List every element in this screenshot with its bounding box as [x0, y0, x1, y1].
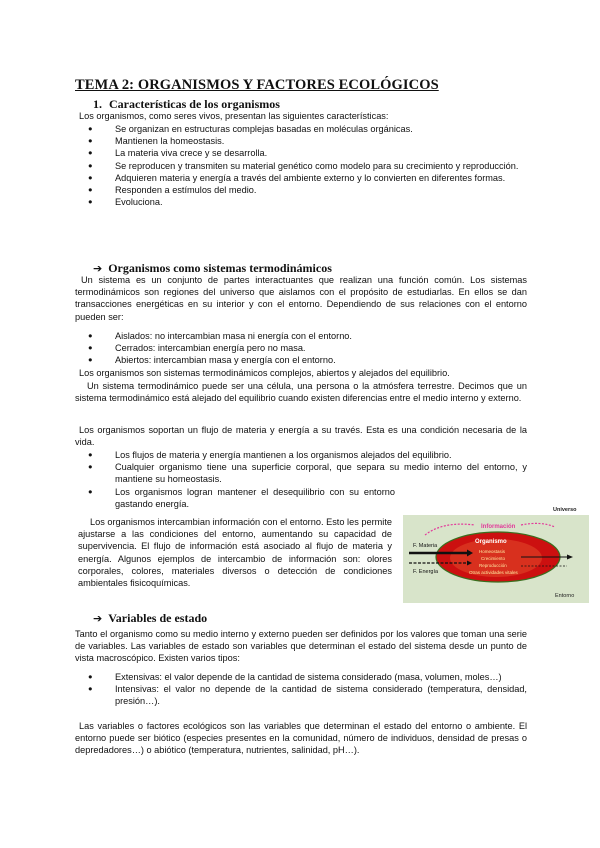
universo-label: Universo	[553, 507, 577, 513]
entorno-label: Entorno	[555, 593, 575, 599]
list-item: ● La materia viva crece y se desarrolla.	[88, 147, 527, 159]
state-variables-paragraph: Tanto el organismo como su medio interno y externo pueden ser definidos por los valores que toman una serie de variables. Las variables de estado son variables que determinan el estado del sistema desde un punto de vista macroscópico. Existen varios tipos:	[75, 629, 527, 664]
list-item: ● Evoluciona.	[88, 196, 527, 208]
organism-system-diagram	[403, 505, 589, 603]
reproduccion-label: Reproducción	[479, 563, 507, 568]
list-item: ● Los flujos de materia y energía mantienen a los organismos alejados del equilibrio.	[88, 449, 527, 461]
ecological-factors-paragraph: Las variables o factores ecológicos son las variables que determinan el estado del entorno o ambiente. El entorno puede ser biótico (especies presentes en la comunidad, número de individuos, densidad de presas o depredadores…) o abiótico (temperatura, nutrientes, salinidad, pH…).	[75, 721, 527, 756]
crecimiento-label: Crecimiento	[481, 556, 506, 561]
characteristics-list	[88, 123, 527, 208]
system-types-list	[88, 330, 527, 367]
section-2-title: Organismos como sistemas termodinámicos	[108, 261, 332, 275]
arrow-right-icon: ➔	[93, 262, 103, 275]
flow-paragraph: Los organismos soportan un flujo de materia y energía a su través. Esta es una condición necesaria de la vida.	[75, 425, 527, 448]
list-item: ● Abiertos: intercambian masa y energía con el entorno.	[88, 354, 527, 366]
equilibrium-paragraph: Un sistema termodinámico puede ser una célula, una persona o la atmósfera terrestre. Decimos que un sistema termodinámico está alejado del equilibrio cuando existen diferencias entre el medio interno y externo.	[75, 381, 527, 404]
information-paragraph: Los organismos intercambian información con el entorno. Esto les permite ajustarse a las condiciones del entorno, aumentando su capacidad de supervivencia. El flujo de información está asociado al flujo de materia y energía. Algunos ejemplos de intercambio de información son: olores corporales, colores, materiales diversos o detección de condiciones ambientales fisicoquímicas.	[78, 517, 392, 589]
page-title: TEMA 2: ORGANISMOS Y FACTORES ECOLÓGICOS	[75, 77, 439, 93]
list-item: ● Aislados: no intercambian masa ni energía con el entorno.	[88, 330, 527, 342]
list-item: ● Cualquier organismo tiene una superficie corporal, que separa su medio interno del entorno, y mantiene su homeostasis.	[88, 461, 527, 485]
section-1-number: 1.	[93, 97, 102, 111]
information-label: Información	[481, 524, 516, 530]
otras-actividades-label: Otras actividades vitales	[469, 570, 518, 575]
list-item: ● Los organismos logran mantener el desequilibrio con su entorno gastando energía.	[88, 486, 395, 510]
list-item: ● Se reproducen y transmiten su material genético como modelo para su crecimiento y reproducción.	[88, 160, 527, 172]
homeostasis-label: Homeostasis	[479, 549, 506, 554]
variable-types-list	[88, 671, 527, 708]
list-item: ● Intensivas: el valor no depende de la cantidad de sistema considerado (temperatura, densidad, presión…).	[88, 683, 527, 707]
section-1-title: Características de los organismos	[109, 97, 280, 111]
list-item: ● Cerrados: intercambian energía pero no masa.	[88, 342, 527, 354]
arrow-right-icon: ➔	[93, 612, 103, 625]
list-item: ● Mantienen la homeostasis.	[88, 135, 527, 147]
flow-facts-list	[88, 449, 527, 510]
materia-label: F. Materia	[413, 543, 438, 549]
list-item: ● Responden a estímulos del medio.	[88, 184, 527, 196]
section-3-heading	[93, 611, 207, 626]
list-item: ● Se organizan en estructuras complejas basadas en moléculas orgánicas.	[88, 123, 527, 135]
section-1-intro: Los organismos, como seres vivos, presentan las siguientes características:	[79, 111, 389, 121]
list-item: ● Extensivas: el valor depende de la cantidad de sistema considerado (masa, volumen, moles…)	[88, 671, 527, 683]
organisms-open-systems-paragraph: Los organismos son sistemas termodinámicos complejos, abiertos y alejados del equilibrio.	[79, 368, 450, 378]
systems-paragraph: Un sistema es un conjunto de partes interactuantes que realizan una función común. Los sistemas termodinámicos son regiones del universo que aislamos con el propósito de estudiarlas. En ellos se dan transacciones energéticas en su interior y con el entorno. Dependiendo de sus relaciones con el entorno pueden ser:	[75, 275, 527, 322]
list-item: ● Adquieren materia y energía a través del ambiente externo y lo convierten en diferentes formas.	[88, 172, 527, 184]
section-3-title: Variables de estado	[108, 611, 208, 625]
organism-label: Organismo	[475, 539, 507, 545]
energia-label: F. Energía	[413, 569, 439, 575]
